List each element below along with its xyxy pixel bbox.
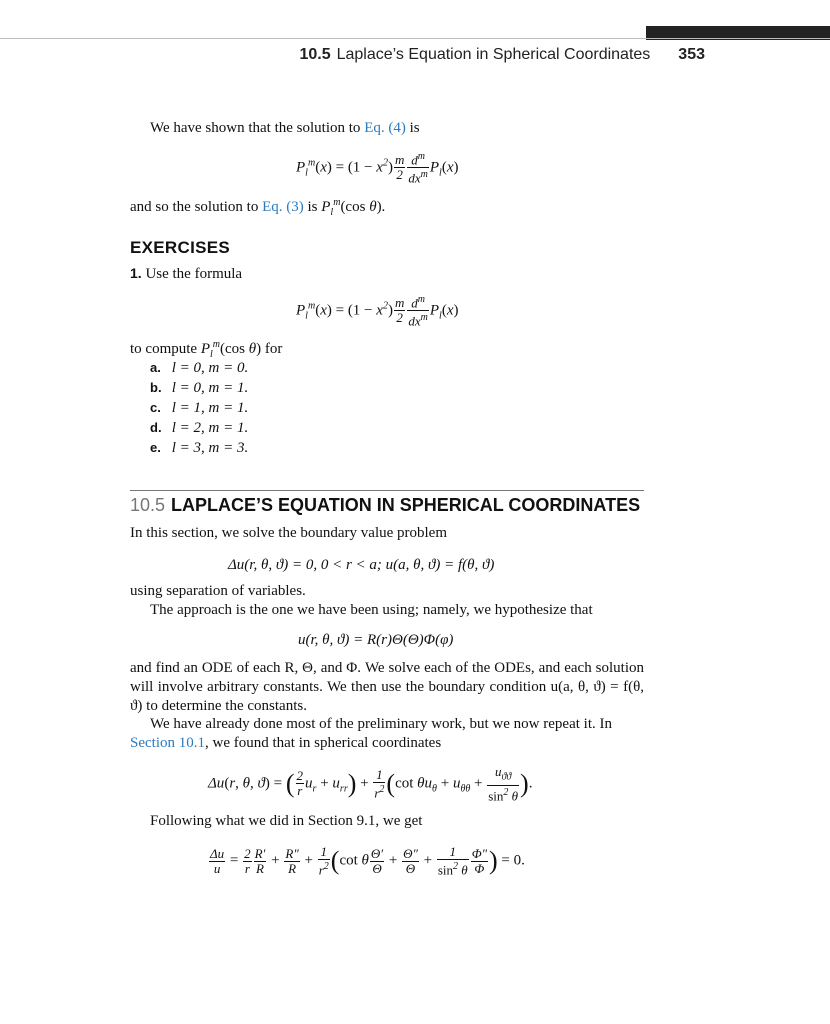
compute-line: to compute $P_l^m(\cos$ θ) for: [130, 339, 283, 360]
section-p2: using separation of variables.: [130, 583, 306, 599]
exercise-1-text: Use the formula: [145, 266, 243, 282]
section-p4: [130, 659, 644, 716]
item-text: l = 0, m = 1.: [171, 380, 249, 396]
intro-text: is: [405, 120, 420, 136]
section-p5: We have already done most of the preliminary work, but we now repeat it. In: [150, 716, 612, 732]
intro-text: We have shown that the solution to: [150, 120, 365, 136]
exercise-item: [150, 438, 248, 458]
item-label: a.: [150, 360, 161, 375]
item-label: b.: [150, 380, 162, 395]
exercise-item: [150, 358, 248, 378]
exercise-item: [150, 418, 248, 438]
section-p4b: u(a, θ, ϑ) = f(θ, ϑ) to determine the constants.: [130, 679, 644, 714]
section-number: 10.5: [130, 495, 166, 515]
compute-text: for: [261, 341, 283, 357]
eq4-link[interactable]: Eq. (4): [364, 120, 406, 136]
section-title: LAPLACE’S EQUATION IN SPHERICAL COORDINATES: [171, 495, 641, 515]
exercise-item: [150, 378, 248, 398]
separated-equation: $\frac{\Delta u}{u}$ = $\frac{2}{r}$ $\frac{R'}{R}$ + $\frac{R''}{R}$ + $\frac{1}{r^2}$ (cot θ $\frac{\Theta'}{\Theta}$ + $\frac{\Theta''}{\Theta}$ + $\frac{1}{\sin^2 \theta}$ $\frac{\Phi''}{\Phi}$ ) = 0.: [210, 844, 525, 878]
header-section-title: Laplace’s Equation in Spherical Coordinates: [336, 46, 651, 63]
exercises-heading: EXERCISES: [130, 238, 231, 257]
page-number: 353: [678, 46, 705, 63]
section-p4a: and find an ODE of each R, Θ, and Φ. We solve each of the ODEs, and each solution will involve arbitrary constants. We then use the boundary condition: [130, 660, 644, 695]
running-head: [250, 46, 705, 64]
bvp-equation: Δu(r, θ, ϑ) = 0, 0 < r < a; u(a, θ, ϑ) = f(θ, ϑ): [228, 557, 495, 573]
section-rule: [130, 490, 644, 491]
eq3-link[interactable]: Eq. (3): [262, 199, 304, 215]
header-section-number: 10.5: [299, 46, 331, 63]
intro-text: and so the solution to: [130, 199, 263, 215]
intro-line-2: and so the solution to Eq. (3) is $P_l^m(\cos$ θ).: [130, 197, 386, 218]
item-text: l = 0, m = 0.: [171, 360, 249, 376]
item-label: c.: [150, 400, 161, 415]
section-heading: [130, 495, 640, 516]
item-label: e.: [150, 440, 161, 455]
item-text: l = 3, m = 3.: [171, 440, 249, 456]
section-p3: The approach is the one we have been using; namely, we hypothesize that: [150, 602, 593, 618]
exercise-item: [150, 398, 248, 418]
exercise-number: 1.: [130, 265, 142, 281]
section-p1: In this section, we solve the boundary value problem: [130, 525, 448, 541]
intro-line-1: [150, 119, 420, 138]
exercise-items: [150, 358, 248, 458]
section-p6: [130, 734, 441, 753]
section-p7: Following what we did in Section 9.1, we get: [150, 813, 423, 829]
section-p6-text: , we found that in spherical coordinates: [205, 735, 442, 751]
top-rule: [0, 38, 830, 39]
separation-equation: u(r, θ, ϑ) = R(r)Θ(Θ)Φ(φ): [298, 632, 454, 648]
item-text: l = 2, m = 1.: [171, 420, 249, 436]
exercise-1: [130, 264, 242, 284]
item-text: l = 1, m = 1.: [171, 400, 249, 416]
compute-text: to compute: [130, 341, 201, 357]
legendre-formula-2: $P_l^m(x) = (1 - x^2)$ $\frac{m}{2}$ $\frac{d^m}{dx^m}$ $P_l(x)$: [296, 294, 459, 329]
laplacian-spherical: Δu(r, θ, ϑ) = ( $\frac{2}{r}$ $u_r + u_{rr}$) + $\frac{1}{r^2}$ (cot $\theta u_\theta + u_{\theta\theta}$ + $\frac{u_{ϑϑ}}{\sin^2 \theta}$ ).: [208, 764, 533, 803]
intro-text: is: [303, 199, 322, 215]
section-10-1-link[interactable]: Section 10.1: [130, 735, 205, 751]
item-label: d.: [150, 420, 162, 435]
legendre-formula-1: $P_l^m(x) = (1 - x^2)$ $\frac{m}{2}$ $\frac{d^m}{dx^m}$ $P_l(x)$: [296, 151, 459, 186]
